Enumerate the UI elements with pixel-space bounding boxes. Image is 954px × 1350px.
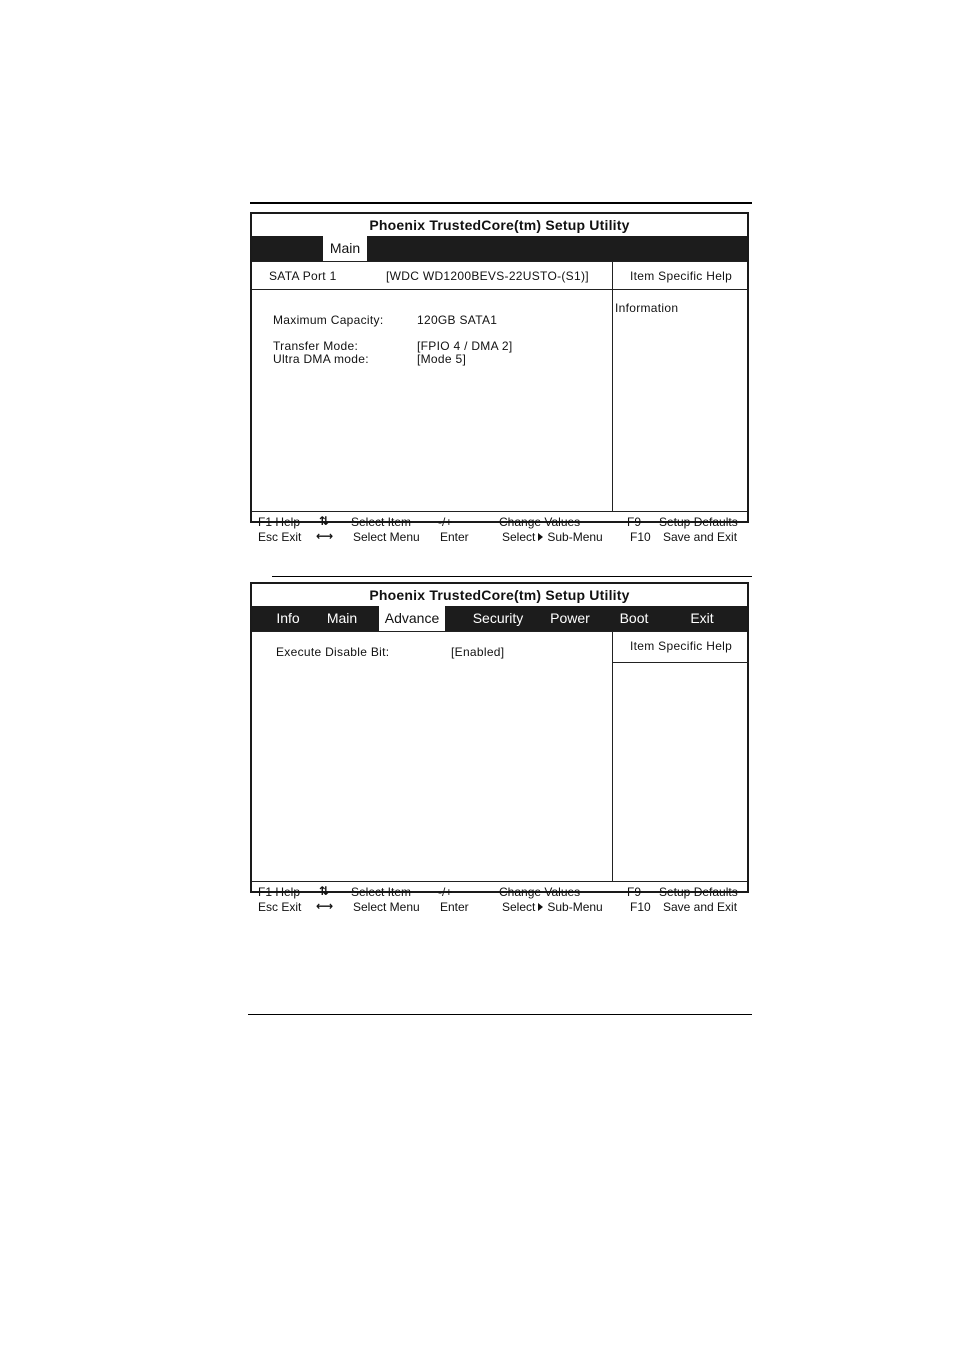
sub-menu-text: Sub-Menu <box>547 530 603 544</box>
menu-tab-advance[interactable]: Advance <box>379 606 445 631</box>
f1-help-key: F1 Help <box>258 515 301 529</box>
header-row-divider <box>252 289 749 290</box>
select-menu-text: Select Menu <box>353 900 420 914</box>
up-down-arrows-icon: ⇅ <box>319 514 330 528</box>
content-area <box>252 631 747 881</box>
f10-key: F10 <box>630 530 651 544</box>
item-specific-help-title: Item Specific Help <box>630 639 733 653</box>
menu-tab-security[interactable]: Security <box>472 610 524 626</box>
save-and-exit-text: Save and Exit <box>663 530 738 544</box>
bios-screen-advance <box>250 582 749 914</box>
setup-defaults-text: Setup Defaults <box>659 885 738 899</box>
save-and-exit-text: Save and Exit <box>663 900 738 914</box>
max-capacity-value: 120GB SATA1 <box>417 313 498 327</box>
menu-tab-power[interactable]: Power <box>550 610 590 626</box>
sub-menu-text: Sub-Menu <box>547 900 603 914</box>
select-submenu-text <box>502 530 603 544</box>
f1-help-key: F1 Help <box>258 885 301 899</box>
menu-tab-main[interactable]: Main <box>323 236 367 261</box>
item-specific-help-title: Item Specific Help <box>630 269 733 283</box>
middle-rule <box>272 576 752 577</box>
utility-title: Phoenix TrustedCore(tm) Setup Utility <box>369 217 630 233</box>
setup-defaults-text: Setup Defaults <box>659 515 738 529</box>
select-menu-text: Select Menu <box>353 530 420 544</box>
left-right-arrows-icon: ⟷ <box>316 529 334 543</box>
select-item-text: Select Item <box>351 885 412 899</box>
sata-port-value[interactable]: [WDC WD1200BEVS-22USTO-(S1)] <box>386 269 589 283</box>
select-submenu-text <box>502 900 603 914</box>
select-text: Select <box>502 530 536 544</box>
select-text: Select <box>502 900 536 914</box>
key-legend-footer <box>252 511 747 545</box>
f9-key: F9 <box>627 515 642 529</box>
up-down-arrows-icon: ⇅ <box>319 884 330 898</box>
key-legend-footer <box>252 881 747 915</box>
left-right-arrows-icon: ⟷ <box>316 899 334 913</box>
menu-tab-main[interactable]: Main <box>326 610 358 626</box>
execute-disable-bit-label[interactable]: Execute Disable Bit: <box>276 645 390 659</box>
transfer-mode-value[interactable]: [FPIO 4 / DMA 2] <box>417 339 513 353</box>
menu-tab-boot[interactable]: Boot <box>619 610 649 626</box>
f9-key: F9 <box>627 885 642 899</box>
top-rule <box>250 202 752 204</box>
triangle-right-icon <box>538 533 543 541</box>
sata-port-label[interactable]: SATA Port 1 <box>269 269 337 283</box>
enter-key: Enter <box>440 900 469 914</box>
help-information-text: Information <box>615 301 679 315</box>
esc-exit-key: Esc Exit <box>258 530 302 544</box>
help-divider <box>612 262 613 511</box>
help-divider <box>612 632 613 881</box>
ultra-dma-mode-label[interactable]: Ultra DMA mode: <box>273 352 369 366</box>
bios-screen-main <box>250 212 749 544</box>
menu-tab-info[interactable]: Info <box>276 610 300 626</box>
select-item-text: Select Item <box>351 515 412 529</box>
change-values-text: Change Values <box>499 885 581 899</box>
transfer-mode-label[interactable]: Transfer Mode: <box>273 339 359 353</box>
esc-exit-key: Esc Exit <box>258 900 302 914</box>
menu-tab-exit[interactable]: Exit <box>690 610 714 626</box>
utility-title: Phoenix TrustedCore(tm) Setup Utility <box>369 587 630 603</box>
menu-bar <box>252 606 747 631</box>
content-area <box>252 261 747 511</box>
help-header-divider <box>612 662 749 663</box>
execute-disable-bit-value[interactable]: [Enabled] <box>451 645 505 659</box>
minus-plus-key: -/+ <box>438 515 453 529</box>
ultra-dma-mode-value[interactable]: [Mode 5] <box>417 352 467 366</box>
f10-key: F10 <box>630 900 651 914</box>
change-values-text: Change Values <box>499 515 581 529</box>
enter-key: Enter <box>440 530 469 544</box>
menu-bar <box>252 236 747 261</box>
minus-plus-key: -/+ <box>438 885 453 899</box>
triangle-right-icon <box>538 903 543 911</box>
bottom-rule <box>248 1014 752 1015</box>
max-capacity-label: Maximum Capacity: <box>273 313 384 327</box>
